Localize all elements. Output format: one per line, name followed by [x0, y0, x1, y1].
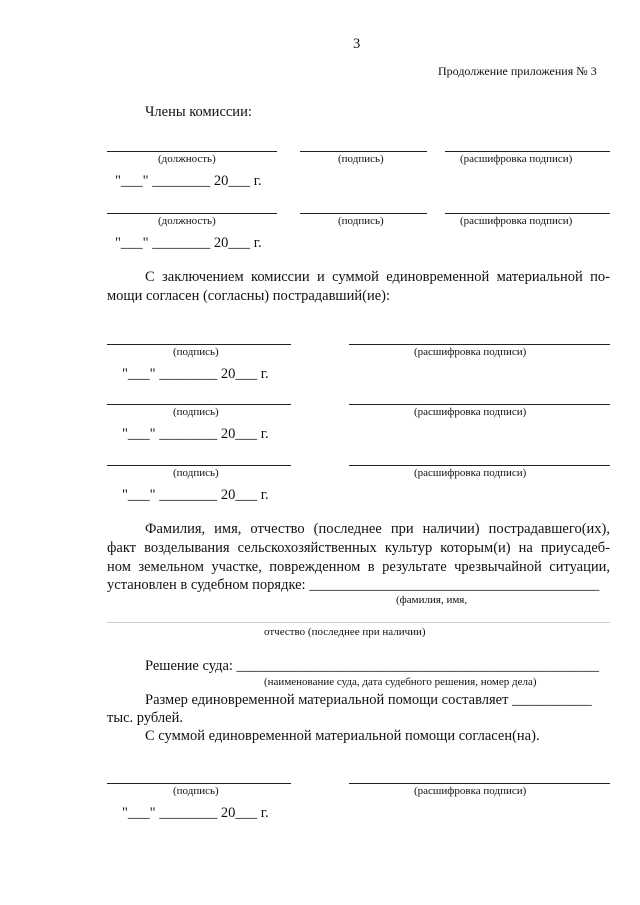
signature-caption: (подпись) [173, 785, 219, 797]
signature-caption: (подпись) [338, 153, 384, 165]
court-text-line-3: ном земельном участке, поврежденном в результате чрезвычайной ситуации, [107, 559, 610, 575]
position-caption: (должность) [158, 153, 216, 165]
date-field: "___" ________ 20___ г. [115, 235, 262, 251]
decoding-line [349, 404, 610, 405]
consent-text: С суммой единовременной материальной помощи согласен(на). [145, 728, 540, 744]
decoding-line [445, 213, 610, 214]
decoding-line [445, 151, 610, 152]
decoding-caption: (расшифровка подписи) [414, 785, 527, 797]
signature-line [300, 151, 427, 152]
patronymic-caption: отчество (последнее при наличии) [264, 626, 426, 638]
signature-caption: (подпись) [173, 406, 219, 418]
signature-line [300, 213, 427, 214]
court-decision: Решение суда: __________________________________________________ [145, 658, 600, 674]
decoding-caption: (расшифровка подписи) [414, 467, 527, 479]
commission-title: Члены комиссии: [145, 104, 252, 120]
date-field: "___" ________ 20___ г. [122, 366, 269, 382]
signature-line [107, 783, 291, 784]
decoding-caption: (расшифровка подписи) [460, 153, 573, 165]
amount-line-1: Размер единовременной материальной помощи составляет ___________ [145, 692, 592, 708]
name-caption: (фамилия, имя, [396, 594, 468, 606]
patronymic-line [107, 622, 610, 623]
page-number: 3 [353, 36, 361, 52]
signature-caption: (подпись) [173, 346, 219, 358]
decoding-caption: (расшифровка подписи) [414, 346, 527, 358]
court-text-line-1: Фамилия, имя, отчество (последнее при наличии) пострадавшего(их), [145, 521, 610, 537]
date-field: "___" ________ 20___ г. [122, 426, 269, 442]
signature-caption: (подпись) [173, 467, 219, 479]
agreement-text-line-2: мощи согласен (согласны) пострадавший(ие): [107, 288, 390, 304]
court-decision-caption: (наименование суда, дата судебного решения, номер дела) [264, 676, 537, 688]
decoding-line [349, 783, 610, 784]
amount-line-2: тыс. рублей. [107, 710, 183, 726]
agreement-text-line-1: С заключением комиссии и суммой единовременной материальной по- [145, 269, 610, 285]
decoding-line [349, 465, 610, 466]
appendix-continuation: Продолжение приложения № 3 [438, 64, 597, 78]
signature-line [107, 465, 291, 466]
date-field: "___" ________ 20___ г. [122, 805, 269, 821]
signature-caption: (подпись) [338, 215, 384, 227]
date-field: "___" ________ 20___ г. [122, 487, 269, 503]
position-line [107, 213, 277, 214]
court-text-line-4: установлен в судебном порядке: ________________________________________ [107, 577, 600, 593]
signature-line [107, 404, 291, 405]
signature-line [107, 344, 291, 345]
position-caption: (должность) [158, 215, 216, 227]
decoding-line [349, 344, 610, 345]
date-field: "___" ________ 20___ г. [115, 173, 262, 189]
decoding-caption: (расшифровка подписи) [414, 406, 527, 418]
position-line [107, 151, 277, 152]
decoding-caption: (расшифровка подписи) [460, 215, 573, 227]
court-text-line-2: факт возделывания сельскохозяйственных культур которым(и) на приусадеб- [107, 540, 610, 556]
